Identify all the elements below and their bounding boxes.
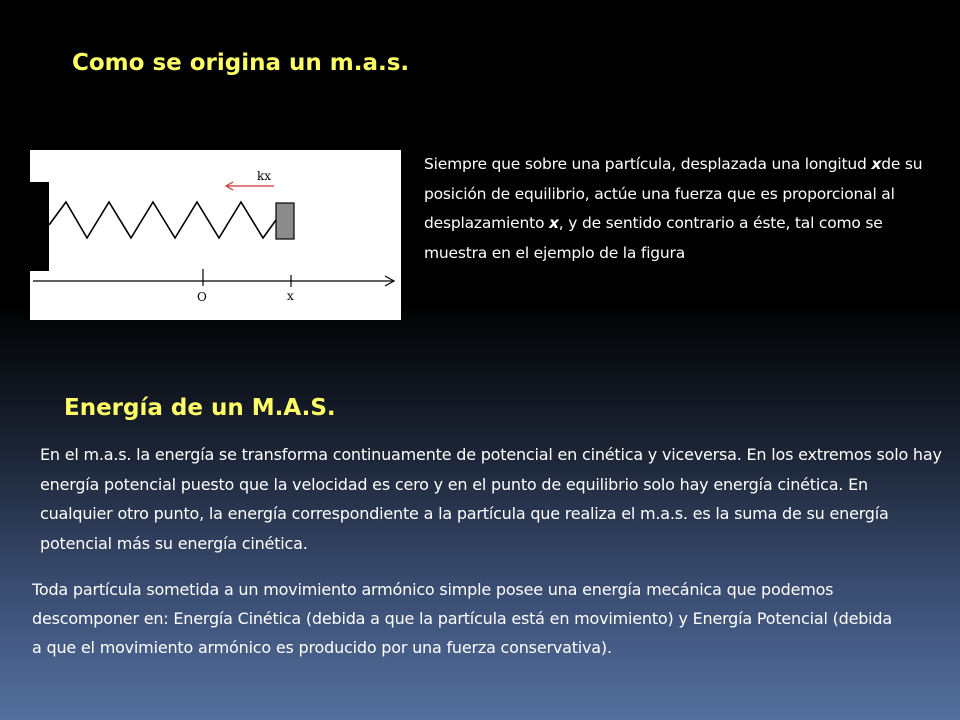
intro-text-2: de su posición de equilibrio, actúe una fuerza que es proporcional al desplazamiento (424, 155, 923, 232)
spring-diagram (30, 150, 401, 320)
spring (49, 202, 276, 238)
intro-text-3: , y de sentido contrario a éste, tal como se muestra en el ejemplo de la figura (424, 214, 883, 262)
spring-mass-figure (30, 150, 401, 320)
mass-block (276, 203, 294, 239)
origin-label: O (197, 290, 207, 304)
intro-paragraph (424, 150, 944, 268)
position-label: x (287, 289, 294, 303)
wall (30, 182, 49, 271)
slide-title: Como se origina un m.a.s. (72, 50, 410, 76)
section-title: Energía de un M.A.S. (64, 395, 336, 421)
force-label: kx (257, 169, 272, 183)
intro-var-x: x (871, 155, 882, 173)
total-energy-paragraph: Toda partícula sometida a un movimiento armónico simple posee una energía mecánica que podemos descomponer en: Energía Cinética (debida a que la partícula está en movimiento) y Energía Potencial (debida a que el movimiento armónico es producido por una fuerza conservativa). (32, 580, 892, 657)
intro-text-1: Siempre que sobre una partícula, desplazada una longitud (424, 155, 872, 173)
energy-paragraph: En el m.a.s. la energía se transforma continuamente de potencial en cinética y viceversa. En los extremos solo hay energía potencial puesto que la velocidad es cero y en el punto de equilibrio solo hay energía cinética. En cualquier otro punto, la energía correspondiente a la partícula que realiza el m.a.s. es la suma de su energía potencial más su energía cinética. (40, 445, 942, 553)
intro-var-x-2: x (548, 214, 559, 232)
